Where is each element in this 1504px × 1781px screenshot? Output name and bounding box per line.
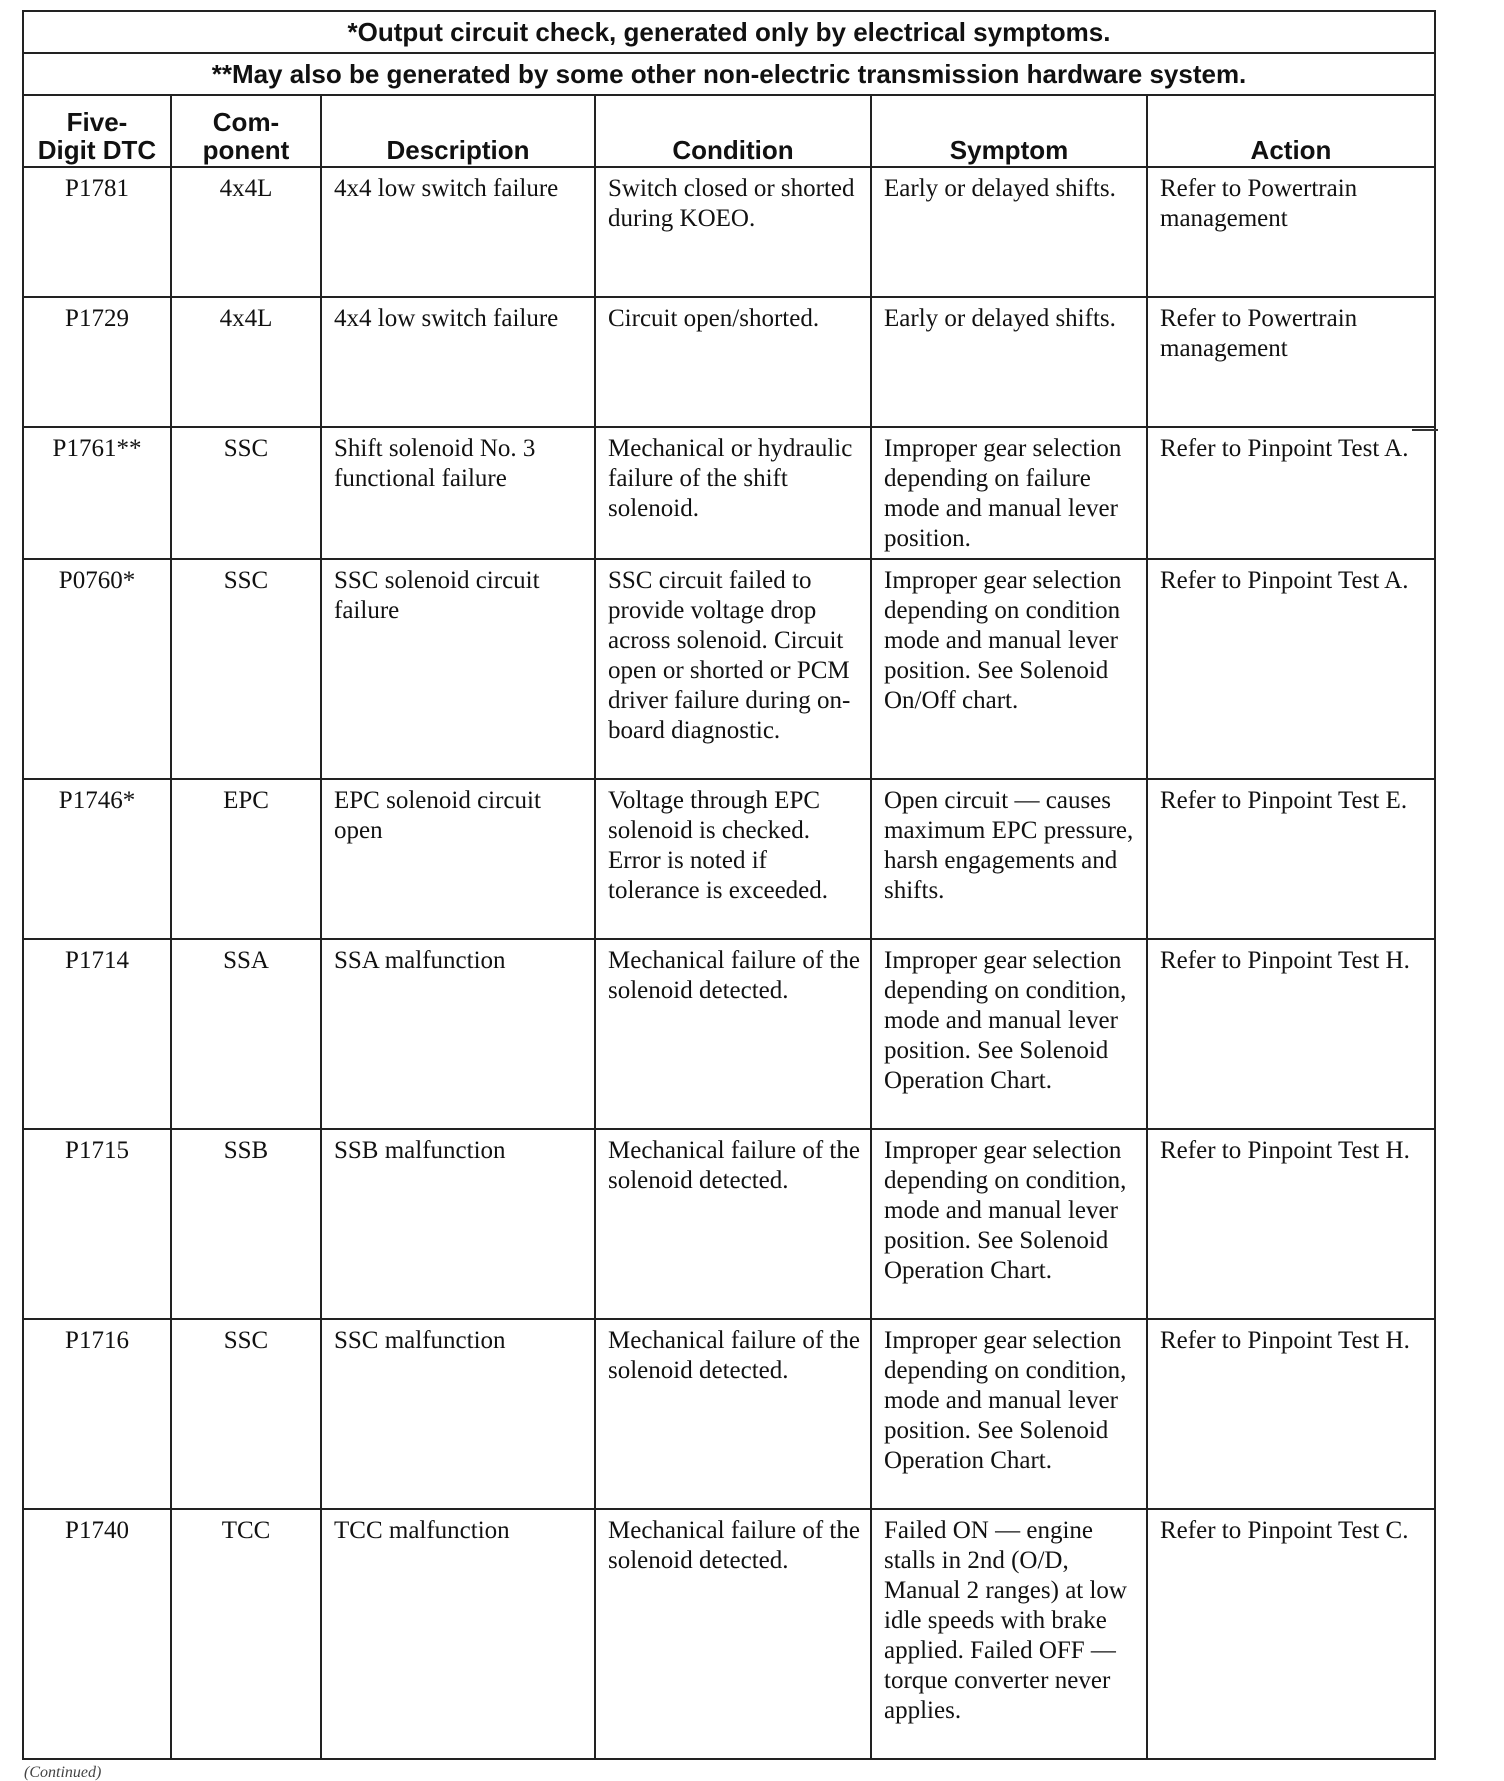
action: Refer to Pinpoint Test H. [1147,1129,1435,1319]
dtc-code: P1729 [23,297,171,427]
header-component [171,95,321,167]
component: SSB [171,1129,321,1319]
dtc-code: P1714 [23,939,171,1129]
description: SSC malfunction [321,1319,595,1509]
header-dtc [23,95,171,167]
condition: Circuit open/shorted. [595,297,871,427]
action: Refer to Pinpoint Test E. [1147,779,1435,939]
header-symptom: Symptom [871,95,1147,167]
condition: Mechanical failure of the solenoid detected. [595,939,871,1129]
description: SSC solenoid circuit failure [321,559,595,779]
description: Shift solenoid No. 3 functional failure [321,427,595,559]
dtc-code: P1716 [23,1319,171,1509]
condition: Mechanical failure of the solenoid detected. [595,1319,871,1509]
symptom: Improper gear selection depending on failure mode and manual lever position. [871,427,1147,559]
header-action: Action [1147,95,1435,167]
header-component-line2: ponent [202,135,290,165]
symptom: Improper gear selection depending on condition, mode and manual lever position. See Solenoid Operation Chart. [871,1129,1147,1319]
description: 4x4 low switch failure [321,297,595,427]
table-row [23,297,1435,427]
condition: Switch closed or shorted during KOEO. [595,167,871,297]
dtc-code: P1715 [23,1129,171,1319]
table-row [23,167,1435,297]
symptom: Failed ON — engine stalls in 2nd (O/D, Manual 2 ranges) at low idle speeds with brake applied. Failed OFF — torque converter never applies. [871,1509,1147,1759]
table-row [23,1129,1435,1319]
dtc-table [22,10,1436,1760]
component: EPC [171,779,321,939]
banner-row-2 [23,53,1435,95]
symptom: Open circuit — causes maximum EPC pressure, harsh engagements and shifts. [871,779,1147,939]
condition: SSC circuit failed to provide voltage drop across solenoid. Circuit open or shorted or PCM driver failure during on-board diagnostic. [595,559,871,779]
component: SSC [171,559,321,779]
table-row [23,427,1435,559]
symptom: Improper gear selection depending on condition, mode and manual lever position. See Solenoid Operation Chart. [871,939,1147,1129]
margin-tick-mark [1412,429,1438,431]
condition: Mechanical failure of the solenoid detected. [595,1129,871,1319]
component: TCC [171,1509,321,1759]
component: 4x4L [171,167,321,297]
action: Refer to Pinpoint Test H. [1147,939,1435,1129]
dtc-code: P1740 [23,1509,171,1759]
condition: Voltage through EPC solenoid is checked. Error is noted if tolerance is exceeded. [595,779,871,939]
description: 4x4 low switch failure [321,167,595,297]
table-row [23,559,1435,779]
component: SSC [171,427,321,559]
dtc-code: P1781 [23,167,171,297]
banner-row-1 [23,11,1435,53]
dtc-code: P1746* [23,779,171,939]
column-header-row [23,95,1435,167]
description: EPC solenoid circuit open [321,779,595,939]
component: 4x4L [171,297,321,427]
action: Refer to Pinpoint Test C. [1147,1509,1435,1759]
table-row [23,779,1435,939]
symptom: Early or delayed shifts. [871,167,1147,297]
dtc-code: P0760* [23,559,171,779]
condition: Mechanical or hydraulic failure of the shift solenoid. [595,427,871,559]
action: Refer to Pinpoint Test A. [1147,559,1435,779]
component: SSA [171,939,321,1129]
action: Refer to Pinpoint Test A. [1147,427,1435,559]
header-description: Description [321,95,595,167]
header-condition: Condition [595,95,871,167]
header-dtc-line2: Digit DTC [37,135,157,165]
component: SSC [171,1319,321,1509]
table-row [23,1319,1435,1509]
header-component-line1: Com- [212,107,280,137]
footnote-banner-hardware: **May also be generated by some other non-electric transmission hardware system. [23,53,1435,95]
description: SSA malfunction [321,939,595,1129]
header-dtc-line1: Five- [66,107,128,137]
symptom: Early or delayed shifts. [871,297,1147,427]
footnote-banner-electrical: *Output circuit check, generated only by electrical symptoms. [23,11,1435,53]
table-row [23,939,1435,1129]
condition: Mechanical failure of the solenoid detected. [595,1509,871,1759]
description: TCC malfunction [321,1509,595,1759]
action: Refer to Pinpoint Test H. [1147,1319,1435,1509]
symptom: Improper gear selection depending on condition, mode and manual lever position. See Solenoid Operation Chart. [871,1319,1147,1509]
action: Refer to Powertrain management [1147,167,1435,297]
description: SSB malfunction [321,1129,595,1319]
dtc-code: P1761** [23,427,171,559]
continued-note: (Continued) [24,1764,102,1781]
action: Refer to Powertrain management [1147,297,1435,427]
table-row [23,1509,1435,1759]
symptom: Improper gear selection depending on condition mode and manual lever position. See Solenoid On/Off chart. [871,559,1147,779]
